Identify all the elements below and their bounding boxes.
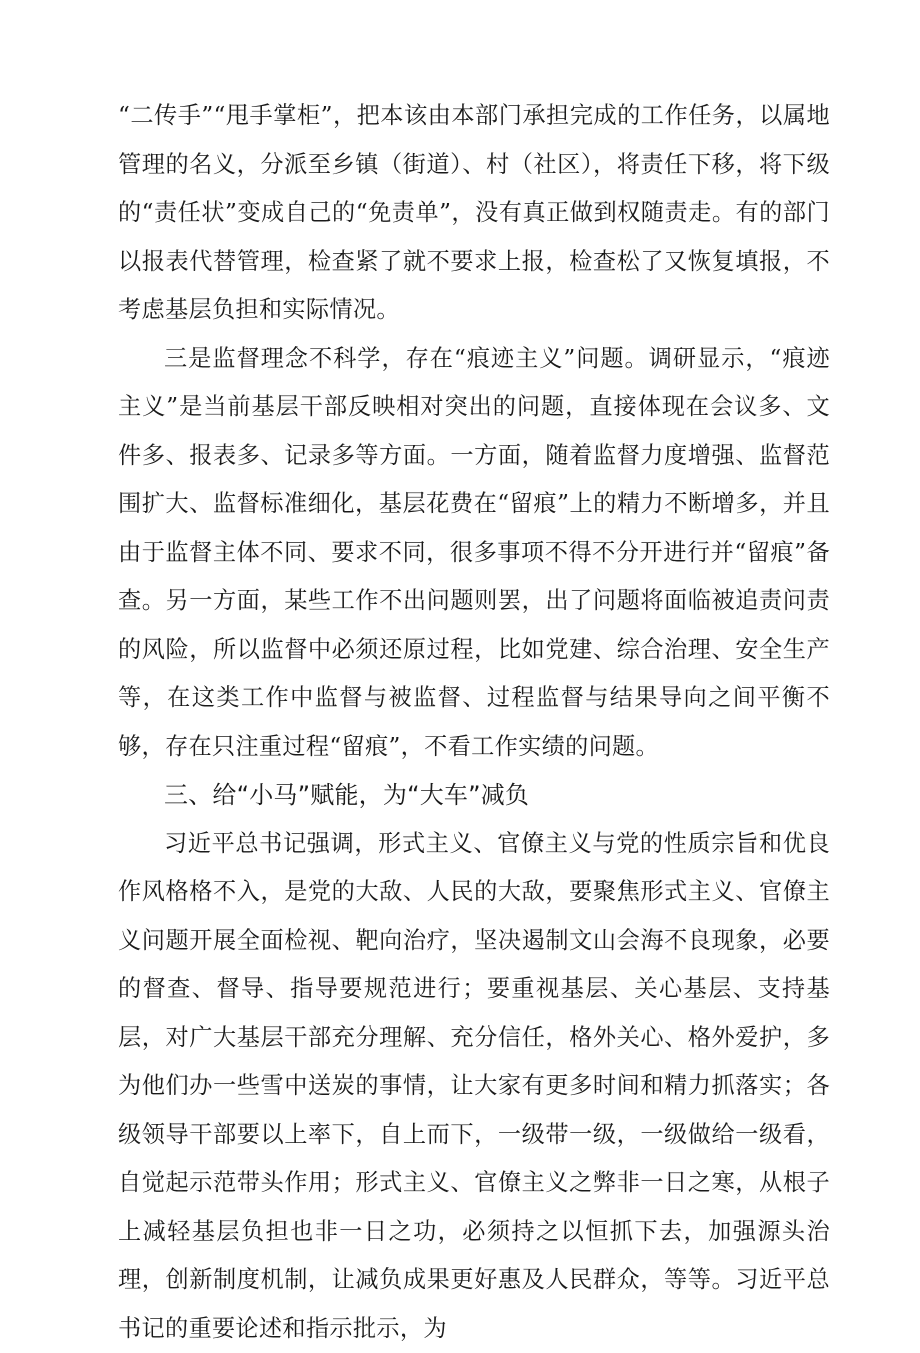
section-heading: 三、给“小马”赋能，为“大车”减负 (118, 771, 830, 820)
document-page (118, 92, 830, 1353)
paragraph-supervision-concept: 三是监督理念不科学，存在“痕迹主义”问题。调研显示，“痕迹主义”是当前基层干部反映相对突出的问题，直接体现在会议多、文件多、报表多、记录多等方面。一方面，随着监督力度增强、监督范围扩大、监督标准细化，基层花费在“留痕”上的精力不断增多，并且由于监督主体不同、要求不同，很多事项不得不分开进行并“留痕”备查。另一方面，某些工作不出问题则罢，出了问题将面临被追责问责的风险，所以监督中必须还原过程，比如党建、综合治理、安全生产等，在这类工作中监督与被监督、过程监督与结果导向之间平衡不够，存在只注重过程“留痕”，不看工作实绩的问题。 (118, 335, 830, 772)
paragraph-continued: “二传手”“甩手掌柜”，把本该由本部门承担完成的工作任务，以属地管理的名义，分派至乡镇（街道）、村（社区），将责任下移，将下级的“责任状”变成自己的“免责单”，没有真正做到权随责走。有的部门以报表代替管理，检查紧了就不要求上报，检查松了又恢复填报，不考虑基层负担和实际情况。 (118, 92, 830, 335)
paragraph-xi-emphasis: 习近平总书记强调，形式主义、官僚主义与党的性质宗旨和优良作风格格不入，是党的大敌、人民的大敌，要聚焦形式主义、官僚主义问题开展全面检视、靶向治疗，坚决遏制文山会海不良现象，必要的督查、督导、指导要规范进行；要重视基层、关心基层、支持基层，对广大基层干部充分理解、充分信任，格外关心、格外爱护，多为他们办一些雪中送炭的事情，让大家有更多时间和精力抓落实；各级领导干部要以上率下，自上而下，一级带一级，一级做给一级看，自觉起示范带头作用；形式主义、官僚主义之弊非一日之寒，从根子上减轻基层负担也非一日之功，必须持之以恒抓下去，加强源头治理，创新制度机制，让减负成果更好惠及人民群众，等等。习近平总书记的重要论述和指示批示，为 (118, 820, 830, 1353)
